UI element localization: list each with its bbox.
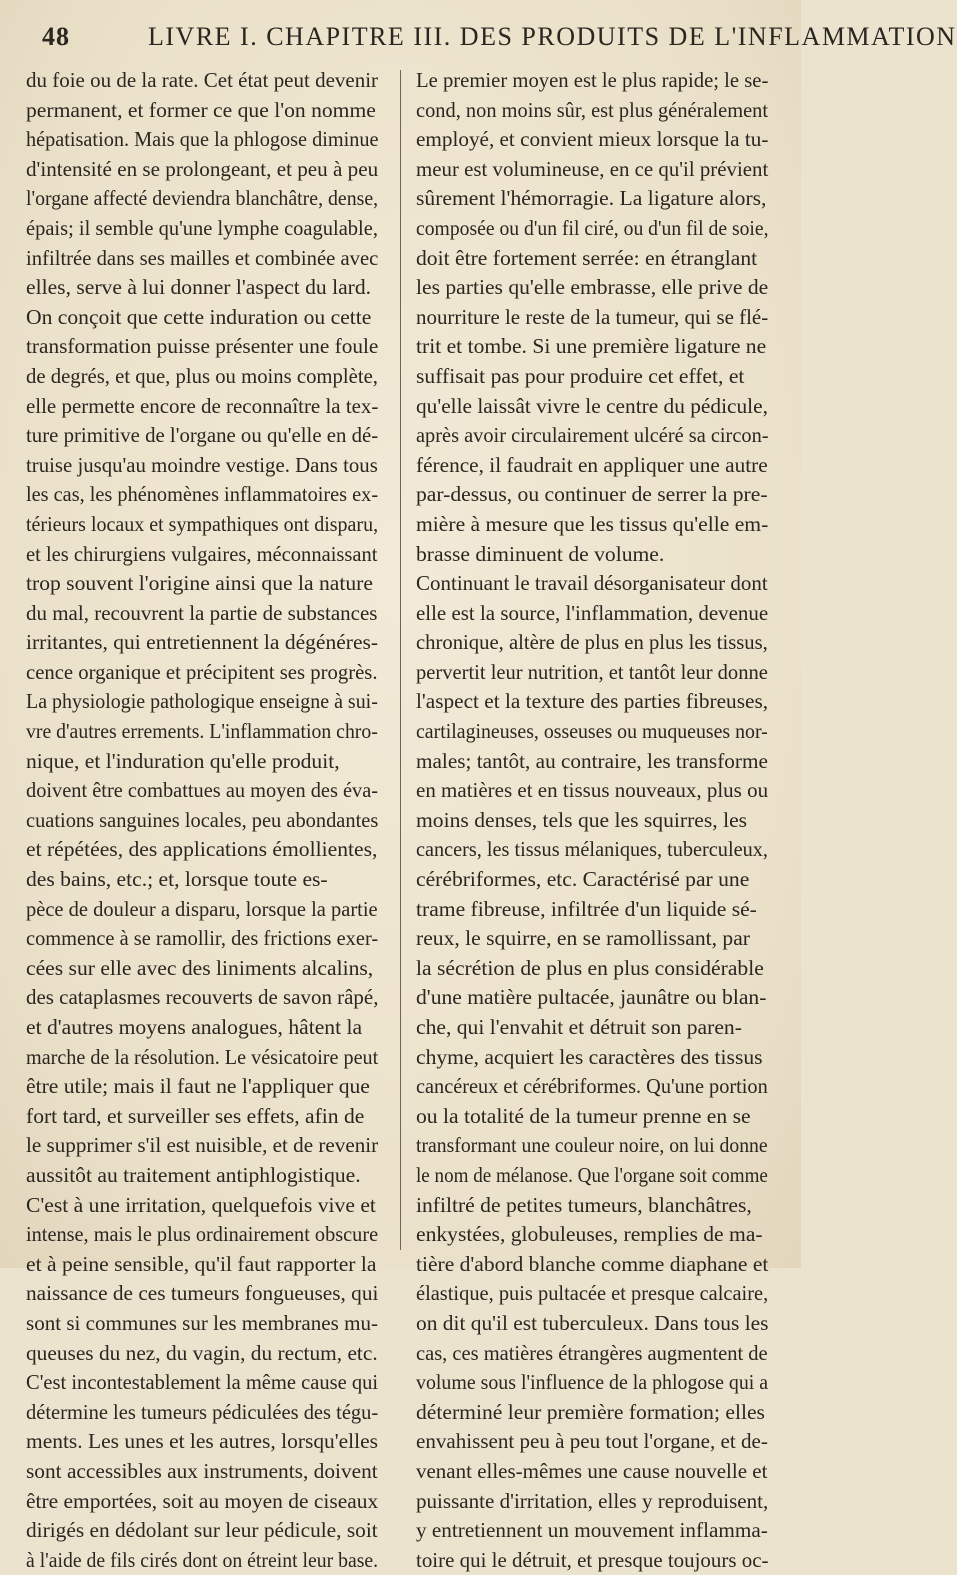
text-line: chyme, acquiert les caractères des tissus	[416, 1044, 763, 1069]
text-line: moins denses, tels que les squirres, les	[416, 807, 748, 832]
text-line: sûrement l'hémorragie. La ligature alors,	[416, 186, 767, 211]
text-line: tière d'abord blanche comme diaphane et	[416, 1251, 769, 1276]
text-line: permanent, et former ce que l'on nomme	[26, 97, 376, 122]
text-line: y entretiennent un mouvement inflamma-	[416, 1518, 768, 1543]
text-line: mière à mesure que les tissus qu'elle em-	[416, 511, 769, 536]
text-line: suffisait pas pour produire cet effet, et	[416, 363, 745, 388]
text-line: la sécrétion de plus en plus considérable	[416, 955, 764, 980]
text-line: être emportées, soit au moyen de ciseaux	[26, 1488, 379, 1513]
text-line: irritantes, qui entretiennent la dégénéres-	[26, 630, 379, 655]
text-line: le nom de mélanose. Que l'organe soit comme	[416, 1162, 768, 1187]
text-line: des bains, etc.; et, lorsque toute es-	[26, 867, 328, 892]
text-line: et répétées, des applications émollientes,	[26, 837, 378, 862]
text-line: trame fibreuse, infiltrée d'un liquide sé-	[416, 896, 757, 921]
text-line: che, qui l'envahit et détruit son paren-	[416, 1015, 742, 1039]
text-line: Le premier moyen est le plus rapide; le se-	[416, 68, 769, 92]
text-line: brasse diminuent de volume.	[416, 541, 665, 566]
text-line: pèce de douleur a disparu, lorsque la partie	[26, 896, 378, 921]
text-line: des cataplasmes recouverts de savon râpé,	[26, 985, 379, 1010]
text-line: meur est volumineuse, en ce qu'il prévient	[416, 156, 769, 181]
text-line: chronique, altère de plus en plus les tissus,	[416, 630, 768, 655]
text-line: dirigés en dédolant sur leur pédicule, soit	[26, 1518, 378, 1543]
text-line: et à peine sensible, qu'il faut rapporter la	[26, 1251, 377, 1276]
text-line: après avoir circulairement ulcéré sa circon-	[416, 423, 769, 448]
text-line: férence, il faudrait en appliquer une autre	[416, 452, 768, 477]
text-line: transformation puisse présenter une foule	[26, 334, 379, 359]
text-line: naissance de ces tumeurs fongueuses, qui	[26, 1281, 379, 1306]
text-line: composée ou d'un fil ciré, ou d'un fil de soie,	[416, 215, 769, 240]
text-line: toire qui le détruit, et presque toujours oc-	[416, 1547, 769, 1572]
text-line: C'est incontestablement la même cause qui	[26, 1370, 379, 1395]
text-line: sont accessibles aux instruments, doivent	[26, 1458, 378, 1483]
text-line: cond, non moins sûr, est plus généralement	[416, 97, 769, 122]
text-line: détermine les tumeurs pédiculées des tégu-	[26, 1399, 379, 1424]
text-line: et d'autres moyens analogues, hâtent la	[26, 1015, 363, 1039]
text-line: l'organe affecté deviendra blanchâtre, dense,	[26, 186, 379, 211]
text-line: elle permette encore de reconnaître la tex-	[26, 393, 379, 418]
text-line: Continuant le travail désorganisateur dont	[416, 571, 768, 596]
left-text-column	[26, 66, 378, 1575]
text-line: pervertit leur nutrition, et tantôt leur donne	[416, 659, 768, 684]
text-line: cence organique et précipitent ses progrès.	[26, 659, 378, 684]
text-line: venant elles-mêmes une cause nouvelle et	[416, 1458, 768, 1483]
text-line: aussitôt au traitement antiphlogistique.	[26, 1162, 361, 1187]
text-line: doit être fortement serrée: en étranglant	[416, 245, 758, 270]
text-line: les cas, les phénomènes inflammatoires ex-	[26, 482, 379, 507]
text-line: intense, mais le plus ordinairement obscure	[26, 1222, 379, 1247]
text-line: d'une matière pultacée, jaunâtre ou blan-	[416, 985, 767, 1010]
text-line: cartilagineuses, osseuses ou muqueuses nor-	[416, 719, 768, 744]
text-line: nourriture le reste de la tumeur, qui se flé-	[416, 304, 769, 329]
text-line: térieurs locaux et sympathiques ont disparu,	[26, 511, 379, 536]
text-line: doivent être combattues au moyen des éva-	[26, 778, 379, 803]
text-line: elle est la source, l'inflammation, devenue	[416, 600, 769, 625]
text-line: commence à se ramollir, des frictions exer-	[26, 926, 379, 951]
text-line: cées sur elle avec des liniments alcalins,	[26, 955, 374, 980]
text-line: en matières et en tissus nouveaux, plus ou	[416, 778, 769, 803]
text-line: l'aspect et la texture des parties fibreuses,	[416, 689, 769, 714]
text-line: nique, et l'induration qu'elle produit,	[26, 748, 340, 773]
text-line: trit et tombe. Si une première ligature ne	[416, 334, 767, 359]
text-line: déterminé leur première formation; elles	[416, 1399, 765, 1424]
text-line: cérébriformes, etc. Caractérisé par une	[416, 867, 750, 892]
text-line: qu'elle laissât vivre le centre du pédicule,	[416, 393, 768, 418]
text-line: et les chirurgiens vulgaires, méconnaissant	[26, 541, 378, 566]
text-line: transformant une couleur noire, on lui donne	[416, 1133, 768, 1158]
page-number: 48	[42, 22, 70, 51]
text-line: du foie ou de la rate. Cet état peut devenir	[26, 68, 379, 92]
running-head: LIVRE I. CHAPITRE III. DES PRODUITS DE L'INFLAMMATION	[148, 22, 957, 51]
text-line: males; tantôt, au contraire, les transforme	[416, 748, 768, 773]
text-line: cas, ces matières étrangères augmentent de	[416, 1340, 768, 1365]
right-text-column	[416, 66, 768, 1575]
text-line: marche de la résolution. Le vésicatoire peut	[26, 1044, 379, 1069]
text-line: ments. Les unes et les autres, lorsqu'elles	[26, 1429, 378, 1454]
text-line: sont si communes sur les membranes mu-	[26, 1310, 379, 1335]
text-line: épais; il semble qu'une lymphe coagulable,	[26, 215, 378, 240]
text-line: La physiologie pathologique enseigne à sui-	[26, 689, 378, 714]
text-line: infiltré de petites tumeurs, blanchâtres,	[416, 1192, 752, 1217]
text-line: employé, et convient mieux lorsque la tu-	[416, 127, 769, 152]
text-line: On conçoit que cette induration ou cette	[26, 304, 372, 329]
text-line: cancéreux et cérébriformes. Qu'une portion	[416, 1074, 768, 1099]
text-line: à l'aide de fils cirés dont on étreint leur base.	[26, 1547, 379, 1572]
text-line: être utile; mais il faut ne l'appliquer que	[26, 1074, 370, 1099]
text-line: truise jusqu'au moindre vestige. Dans tous	[26, 452, 378, 477]
text-line: infiltrée dans ses mailles et combinée avec	[26, 245, 379, 270]
page-header	[10, 14, 957, 54]
text-line: par-dessus, ou continuer de serrer la pre-	[416, 482, 768, 507]
text-line: cuations sanguines locales, peu abondantes	[26, 807, 379, 832]
text-line: envahissent peu à peu tout l'organe, et de-	[416, 1429, 768, 1454]
text-line: vre d'autres errements. L'inflammation chro-	[26, 719, 378, 744]
text-line: le supprimer s'il est nuisible, et de revenir	[26, 1133, 379, 1158]
text-line: hépatisation. Mais que la phlogose diminue	[26, 127, 379, 152]
text-line: cancers, les tissus mélaniques, tuberculeux,	[416, 837, 768, 862]
text-line: queuses du nez, du vagin, du rectum, etc.	[26, 1340, 378, 1365]
text-line: ou la totalité de la tumeur prenne en se	[416, 1103, 751, 1128]
text-line: enkystées, globuleuses, remplies de ma-	[416, 1222, 763, 1247]
text-line: élastique, puis pultacée et presque calcaire,	[416, 1281, 769, 1306]
text-line: elles, serve à lui donner l'aspect du lard.	[26, 275, 372, 300]
text-line: volume sous l'influence de la phlogose qui a	[416, 1370, 769, 1395]
column-divider	[400, 70, 401, 1250]
text-line: du mal, recouvrent la partie de substances	[26, 600, 378, 625]
text-line: reux, le squirre, en se ramollissant, par	[416, 926, 750, 951]
text-line: fort tard, et surveiller ses effets, afin de	[26, 1103, 365, 1128]
text-line: trop souvent l'origine ainsi que la nature	[26, 571, 373, 596]
text-line: puissante d'irritation, elles y reproduisent,	[416, 1488, 769, 1513]
text-line: on dit qu'il est tuberculeux. Dans tous les	[416, 1310, 769, 1335]
text-line: les parties qu'elle embrasse, elle prive de	[416, 275, 769, 300]
text-line: ture primitive de l'organe ou qu'elle en dé-	[26, 423, 379, 448]
text-line: d'intensité en se prolongeant, et peu à peu	[26, 156, 379, 181]
text-line: C'est à une irritation, quelquefois vive et	[26, 1192, 376, 1217]
text-line: de degrés, et que, plus ou moins complète,	[26, 363, 378, 388]
